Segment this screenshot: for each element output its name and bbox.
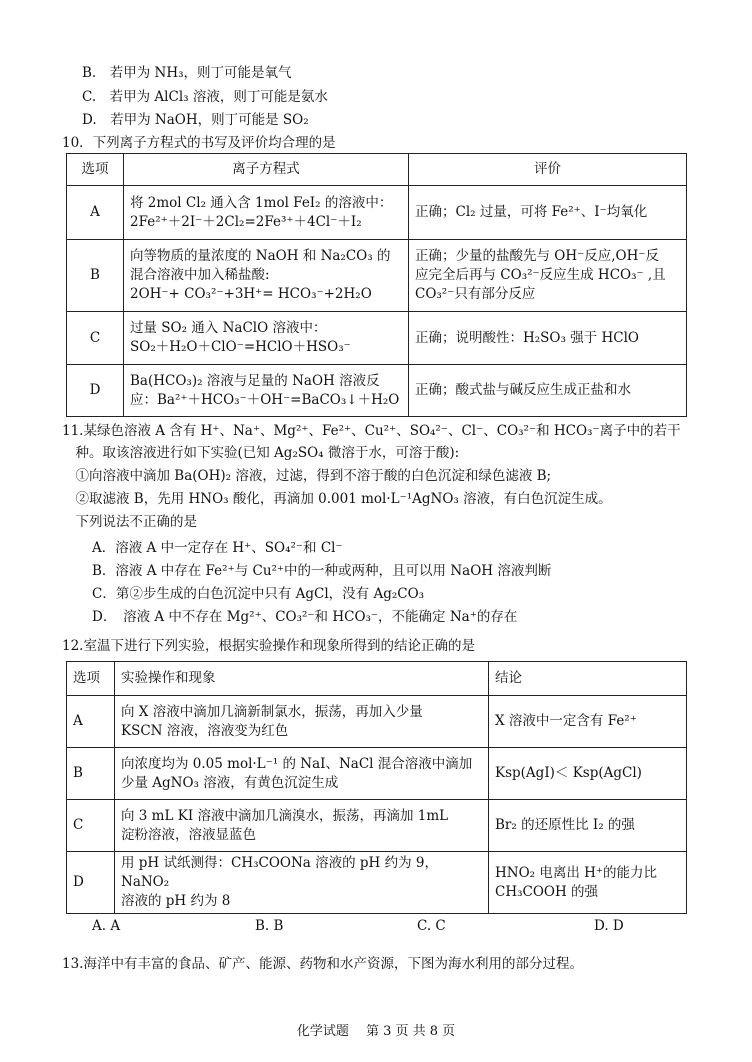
q10-row-b-eq-line3: 2OH⁻+ CO₃²⁻+3H⁺= HCO₃⁻+2H₂O [130,286,372,302]
q11-question: 下列说法不正确的是 [62,514,197,530]
q12-row-a-op-line2: KSCN 溶液，溶液变为红色 [121,722,289,739]
q12-row-b [67,748,687,800]
q12-row-d [67,852,687,914]
q10-row-b-eval-line1: 正确；少量的盐酸先与 OH⁻反应,OH⁻反 [415,248,660,264]
q12-row-c-conclusion: Br₂ 的还原性比 I₂ 的强 [489,800,687,852]
q10-header-option: 选项 [67,154,124,186]
q10-row-b-equation [124,240,409,312]
q11-step2: ②取滤液 B，先用 HNO₃ 酸化，再滴加 0.001 mol·L⁻¹AgNO₃ 溶液，有白色沉淀生成。 [62,491,612,507]
q10-row-d-equation [124,365,409,417]
q12-answer-a: A. A [92,918,121,934]
q12-row-d-concl-line2: CH₃COOH 的强 [495,883,599,900]
q12-row-a-op-line1: 向 X 溶液中滴加几滴新制氯水，振荡，再加入少量 [121,703,423,720]
q10-row-b-eq-line2: 混合溶液中加入稀盐酸: [130,267,270,283]
q10-row-d-option: D [67,365,124,417]
q12-row-d-option: D [67,852,115,914]
q10-header-evaluation: 评价 [409,154,687,186]
q12-row-b-operation [115,748,489,800]
q12-row-d-op-line1: 用 pH 试纸测得：CH₃COONa 溶液的 pH 约为 9，NaNO₂ [121,855,439,890]
q10-row-b-eval-line3: CO₃²⁻只有部分反应 [415,286,536,302]
q12-row-a-operation [115,696,489,748]
q12-answer-b: B. B [255,918,284,934]
q10-stem: 10．下列离子方程式的书写及评价均合理的是 [62,135,336,151]
q10-header-equation: 离子方程式 [124,154,409,186]
q10-row-d-evaluation: 正确；酸式盐与碱反应生成正盐和水 [409,365,687,417]
q12-row-c-op-line1: 向 3 mL KI 溶液中滴加几滴溴水，振荡，再滴加 1mL [121,807,449,824]
q10-row-c-evaluation: 正确；说明酸性：H₂SO₃ 强于 HClO [409,312,687,365]
q12-row-a [67,696,687,748]
q10-row-d-eq-line2: 应：Ba²⁺＋HCO₃⁻＋OH⁻=BaCO₃↓＋H₂O [130,391,400,408]
q12-row-b-op-line2: 少量 AgNO₃ 溶液，有黄色沉淀生成 [121,774,339,791]
q10-row-b-eval-line2: 应完全后再与 CO₃²⁻反应生成 HCO₃⁻ ,且 [415,267,666,283]
q10-row-d [67,365,687,417]
q10-row-d-eq-line1: Ba(HCO₃)₂ 溶液与足量的 NaOH 溶液反 [130,372,380,389]
q12-header-conclusion: 结论 [489,662,687,696]
q12-answer-c: C. C [417,918,446,934]
q12-row-c-op-line2: 淀粉溶液，溶液显蓝色 [121,826,256,843]
q13-stem: 13.海洋中有丰富的食品、矿产、能源、药物和水产资源，下图为海水利用的部分过程。 [62,956,583,972]
q12-row-a-option: A [67,696,115,748]
q10-row-c-eq-line2: SO₂＋H₂O＋ClO⁻=HClO＋HSO₃⁻ [130,339,351,355]
q10-row-c [67,312,687,365]
q11-option-d: D． 溶液 A 中不存在 Mg²⁺、CO₃²⁻和 HCO₃⁻，不能确定 Na⁺的存在 [92,609,518,625]
q12-row-d-concl-line1: HNO₂ 电离出 H⁺的能力比 [495,864,658,881]
q11-stem-line2: 种。取该溶液进行如下实验(已知 Ag₂SO₄ 微溶于水，可溶于酸): [62,445,460,461]
q9-option-d: D. 若甲为 NaOH，则丁可能是 SO₂ [82,112,309,128]
q10-row-c-eq-line1: 过量 SO₂ 通入 NaClO 溶液中： [130,320,327,336]
q10-row-b-eq-line1: 向等物质的量浓度的 NaOH 和 Na₂CO₃ 的 [130,248,391,264]
q10-row-b-evaluation [409,240,687,312]
q12-row-b-op-line1: 向浓度均为 0.05 mol·L⁻¹ 的 NaI、NaCl 混合溶液中滴加 [121,755,473,772]
q10-row-c-equation [124,312,409,365]
q12-row-d-op-line2: 溶液的 pH 约为 8 [121,893,231,909]
q12-table [66,661,687,914]
q10-row-b-option: B [67,240,124,312]
page-footer: 化学试题 第 3 页 共 8 页 [296,1024,456,1039]
q10-row-a-eq-line1: 将 2mol Cl₂ 通入含 1mol FeI₂ 的溶液中： [130,194,393,211]
q10-row-a-option: A [67,186,124,240]
q12-row-b-conclusion: Ksp(AgI)＜ Ksp(AgCl) [489,748,687,800]
q12-row-a-conclusion: X 溶液中一定含有 Fe²⁺ [489,696,687,748]
q12-row-c [67,800,687,852]
q11-option-a: A．溶液 A 中一定存在 H⁺、SO₄²⁻和 Cl⁻ [92,540,343,556]
q11-option-c: C．第②步生成的白色沉淀中只有 AgCl，没有 Ag₂CO₃ [92,586,425,602]
q10-row-a-eq-line2: 2Fe²⁺＋2I⁻＋2Cl₂=2Fe³⁺＋4Cl⁻＋I₂ [130,213,362,230]
q10-header-row [67,154,687,186]
q12-row-c-option: C [67,800,115,852]
q10-row-a-evaluation: 正确；Cl₂ 过量，可将 Fe²⁺、I⁻均氧化 [409,186,687,240]
q12-row-d-conclusion [489,852,687,914]
q12-row-d-operation [115,852,489,914]
q11-step1: ①向溶液中滴加 Ba(OH)₂ 溶液，过滤，得到不溶于酸的白色沉淀和绿色滤液 B; [62,468,552,484]
q12-row-c-operation [115,800,489,852]
q9-option-b: B. 若甲为 NH₃，则丁可能是氧气 [82,65,292,81]
q12-header-option: 选项 [67,662,115,696]
q12-stem: 12.室温下进行下列实验，根据实验操作和现象所得到的结论正确的是 [62,638,475,654]
q12-row-b-option: B [67,748,115,800]
q10-table [66,153,687,417]
q12-header-row [67,662,687,696]
q12-header-operation: 实验操作和现象 [115,662,489,696]
q11-stem-line1: 11.某绿色溶液 A 含有 H⁺、Na⁺、Mg²⁺、Fe²⁺、Cu²⁺、SO₄²⁻、Cl⁻、CO₃²⁻和 HCO₃⁻离子中的若干 [62,423,681,439]
q10-row-b [67,240,687,312]
q10-row-c-option: C [67,312,124,365]
q11-option-b: B．溶液 A 中存在 Fe²⁺与 Cu²⁺中的一种或两种，且可以用 NaOH 溶液判断 [92,563,552,579]
q10-row-a-equation [124,186,409,240]
q10-row-a [67,186,687,240]
q9-option-c: C. 若甲为 AlCl₃ 溶液，则丁可能是氨水 [82,89,328,105]
q12-answer-d: D. D [594,918,624,934]
